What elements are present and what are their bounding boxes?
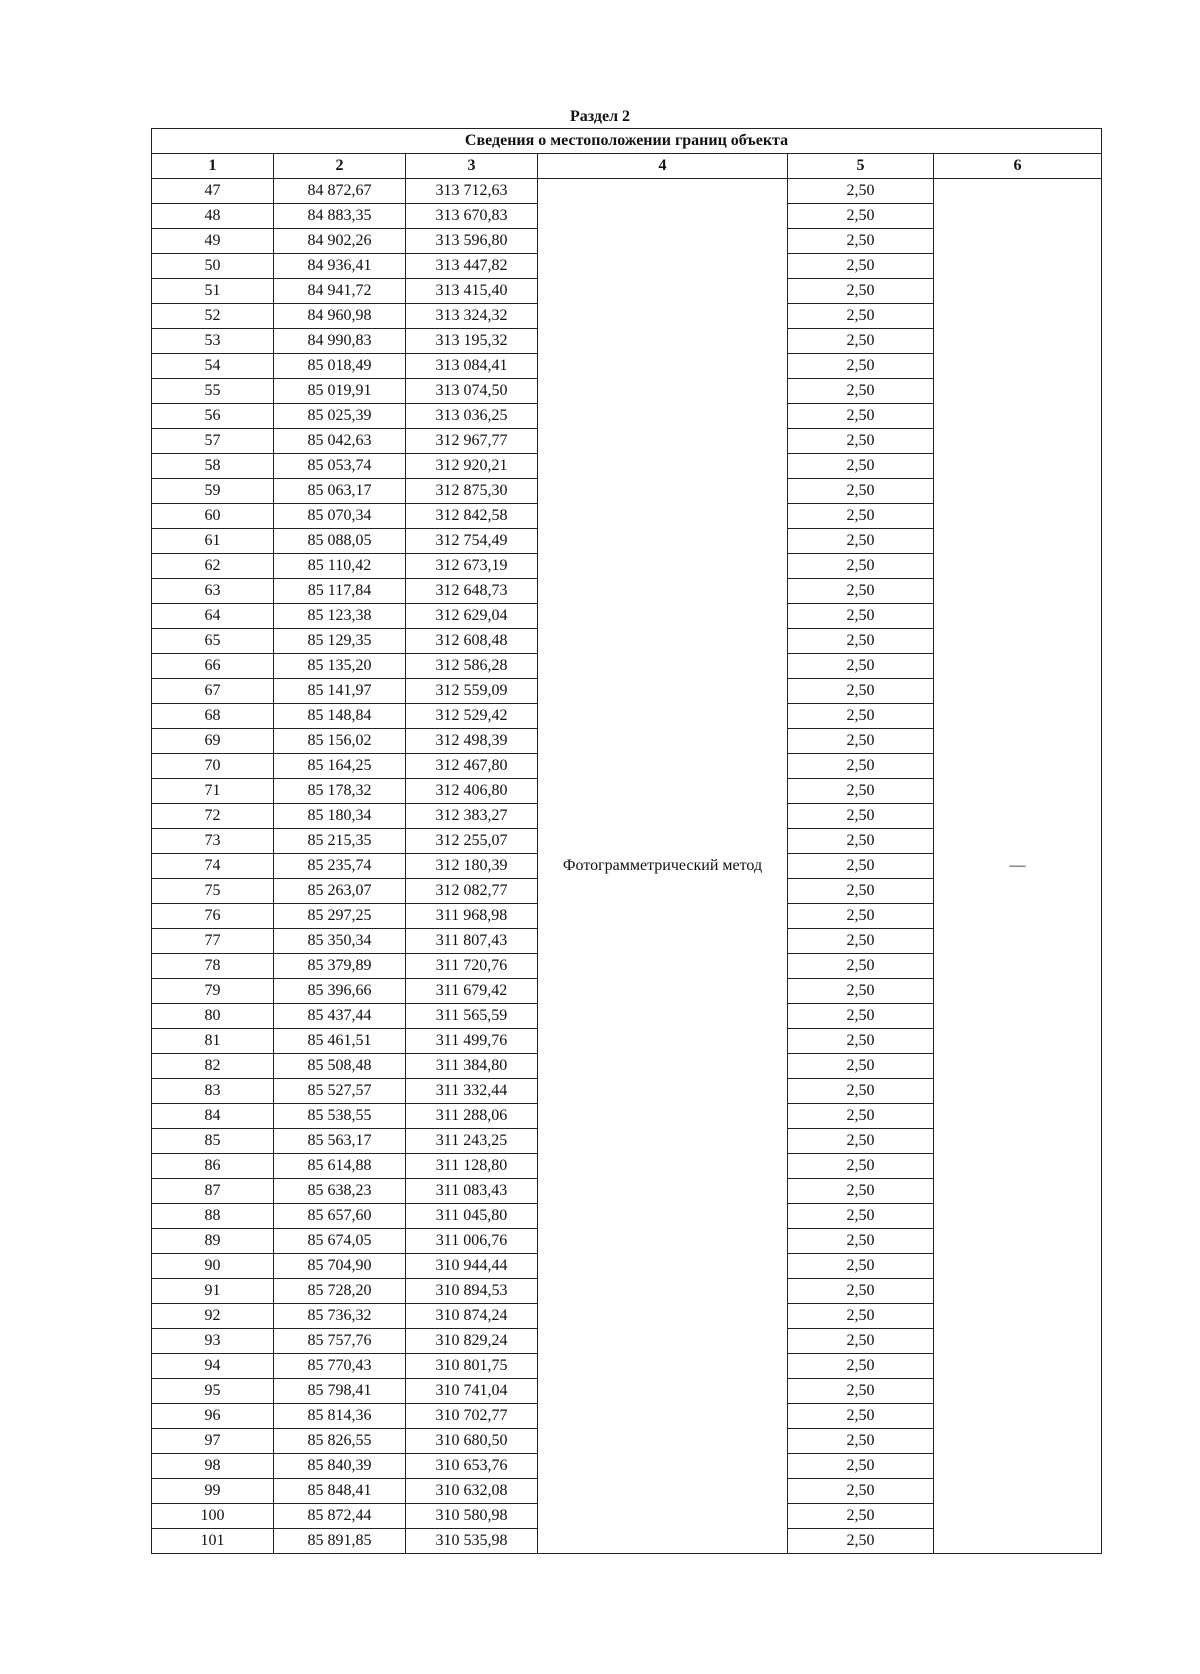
point-number-cell: 55 xyxy=(152,379,274,404)
point-number-cell: 61 xyxy=(152,529,274,554)
accuracy-cell: 2,50 xyxy=(788,479,934,504)
point-number-cell: 53 xyxy=(152,329,274,354)
accuracy-cell: 2,50 xyxy=(788,1279,934,1304)
point-number-cell: 62 xyxy=(152,554,274,579)
accuracy-cell: 2,50 xyxy=(788,179,934,204)
coordinate-y-cell: 312 406,80 xyxy=(406,779,538,804)
accuracy-cell: 2,50 xyxy=(788,754,934,779)
coordinate-x-cell: 85 461,51 xyxy=(274,1029,406,1054)
coordinate-y-cell: 311 499,76 xyxy=(406,1029,538,1054)
point-number-cell: 101 xyxy=(152,1529,274,1554)
coordinate-x-cell: 85 063,17 xyxy=(274,479,406,504)
coordinate-y-cell: 310 741,04 xyxy=(406,1379,538,1404)
point-number-cell: 68 xyxy=(152,704,274,729)
coordinate-x-cell: 85 110,42 xyxy=(274,554,406,579)
coordinate-x-cell: 85 141,97 xyxy=(274,679,406,704)
coordinate-y-cell: 313 074,50 xyxy=(406,379,538,404)
coordinate-x-cell: 85 350,34 xyxy=(274,929,406,954)
accuracy-cell: 2,50 xyxy=(788,354,934,379)
coordinate-y-cell: 312 875,30 xyxy=(406,479,538,504)
coordinate-x-cell: 85 164,25 xyxy=(274,754,406,779)
coordinate-x-cell: 85 614,88 xyxy=(274,1154,406,1179)
accuracy-cell: 2,50 xyxy=(788,1354,934,1379)
coordinate-y-cell: 311 045,80 xyxy=(406,1204,538,1229)
table-row xyxy=(152,179,1102,204)
column-header: 5 xyxy=(788,154,934,179)
accuracy-cell: 2,50 xyxy=(788,379,934,404)
coordinate-x-cell: 85 704,90 xyxy=(274,1254,406,1279)
coordinate-x-cell: 85 297,25 xyxy=(274,904,406,929)
point-number-cell: 73 xyxy=(152,829,274,854)
coordinate-y-cell: 310 680,50 xyxy=(406,1429,538,1454)
accuracy-cell: 2,50 xyxy=(788,1029,934,1054)
coordinate-y-cell: 311 288,06 xyxy=(406,1104,538,1129)
point-number-cell: 47 xyxy=(152,179,274,204)
point-number-cell: 64 xyxy=(152,604,274,629)
coordinate-x-cell: 85 527,57 xyxy=(274,1079,406,1104)
coordinate-y-cell: 311 243,25 xyxy=(406,1129,538,1154)
point-number-cell: 92 xyxy=(152,1304,274,1329)
coordinate-y-cell: 312 629,04 xyxy=(406,604,538,629)
coordinate-x-cell: 85 129,35 xyxy=(274,629,406,654)
coordinate-x-cell: 85 657,60 xyxy=(274,1204,406,1229)
point-number-cell: 59 xyxy=(152,479,274,504)
point-number-cell: 48 xyxy=(152,204,274,229)
point-number-cell: 66 xyxy=(152,654,274,679)
accuracy-cell: 2,50 xyxy=(788,1054,934,1079)
coordinate-x-cell: 84 902,26 xyxy=(274,229,406,254)
accuracy-cell: 2,50 xyxy=(788,1404,934,1429)
point-number-cell: 87 xyxy=(152,1179,274,1204)
coordinate-y-cell: 313 596,80 xyxy=(406,229,538,254)
point-number-cell: 81 xyxy=(152,1029,274,1054)
coordinate-y-cell: 312 383,27 xyxy=(406,804,538,829)
table-caption: Сведения о местоположении границ объекта xyxy=(152,129,1102,154)
accuracy-cell: 2,50 xyxy=(788,1254,934,1279)
coordinate-x-cell: 85 437,44 xyxy=(274,1004,406,1029)
accuracy-cell: 2,50 xyxy=(788,1304,934,1329)
point-number-cell: 98 xyxy=(152,1454,274,1479)
coordinate-y-cell: 312 082,77 xyxy=(406,879,538,904)
accuracy-cell: 2,50 xyxy=(788,604,934,629)
point-number-cell: 90 xyxy=(152,1254,274,1279)
coordinate-y-cell: 310 702,77 xyxy=(406,1404,538,1429)
coordinate-x-cell: 84 883,35 xyxy=(274,204,406,229)
coordinate-x-cell: 85 070,34 xyxy=(274,504,406,529)
coordinate-y-cell: 312 608,48 xyxy=(406,629,538,654)
point-number-cell: 91 xyxy=(152,1279,274,1304)
coordinate-y-cell: 310 580,98 xyxy=(406,1504,538,1529)
accuracy-cell: 2,50 xyxy=(788,279,934,304)
coordinate-y-cell: 311 006,76 xyxy=(406,1229,538,1254)
coordinate-y-cell: 312 529,42 xyxy=(406,704,538,729)
coordinate-y-cell: 310 653,76 xyxy=(406,1454,538,1479)
accuracy-cell: 2,50 xyxy=(788,829,934,854)
coordinate-x-cell: 85 770,43 xyxy=(274,1354,406,1379)
coordinate-x-cell: 85 148,84 xyxy=(274,704,406,729)
accuracy-cell: 2,50 xyxy=(788,1454,934,1479)
coordinate-x-cell: 85 178,32 xyxy=(274,779,406,804)
coordinate-x-cell: 85 840,39 xyxy=(274,1454,406,1479)
coordinate-x-cell: 84 936,41 xyxy=(274,254,406,279)
accuracy-cell: 2,50 xyxy=(788,1154,934,1179)
point-number-cell: 72 xyxy=(152,804,274,829)
accuracy-cell: 2,50 xyxy=(788,329,934,354)
point-number-cell: 60 xyxy=(152,504,274,529)
column-header: 2 xyxy=(274,154,406,179)
coordinate-y-cell: 312 920,21 xyxy=(406,454,538,479)
coordinate-x-cell: 85 728,20 xyxy=(274,1279,406,1304)
point-number-cell: 76 xyxy=(152,904,274,929)
coordinate-x-cell: 85 088,05 xyxy=(274,529,406,554)
coordinate-x-cell: 85 826,55 xyxy=(274,1429,406,1454)
accuracy-cell: 2,50 xyxy=(788,254,934,279)
point-number-cell: 56 xyxy=(152,404,274,429)
accuracy-cell: 2,50 xyxy=(788,1229,934,1254)
accuracy-cell: 2,50 xyxy=(788,554,934,579)
point-number-cell: 57 xyxy=(152,429,274,454)
coordinate-x-cell: 85 538,55 xyxy=(274,1104,406,1129)
coordinate-x-cell: 85 736,32 xyxy=(274,1304,406,1329)
coordinate-y-cell: 310 632,08 xyxy=(406,1479,538,1504)
accuracy-cell: 2,50 xyxy=(788,854,934,879)
coordinate-y-cell: 310 944,44 xyxy=(406,1254,538,1279)
column-header: 4 xyxy=(538,154,788,179)
accuracy-cell: 2,50 xyxy=(788,929,934,954)
description-cell: — xyxy=(934,179,1102,1554)
coordinate-y-cell: 310 535,98 xyxy=(406,1529,538,1554)
coordinate-y-cell: 312 467,80 xyxy=(406,754,538,779)
point-number-cell: 100 xyxy=(152,1504,274,1529)
table-body xyxy=(152,179,1102,1554)
point-number-cell: 71 xyxy=(152,779,274,804)
point-number-cell: 84 xyxy=(152,1104,274,1129)
coordinate-x-cell: 85 396,66 xyxy=(274,979,406,1004)
accuracy-cell: 2,50 xyxy=(788,904,934,929)
coordinate-y-cell: 312 586,28 xyxy=(406,654,538,679)
point-number-cell: 93 xyxy=(152,1329,274,1354)
coordinate-y-cell: 312 842,58 xyxy=(406,504,538,529)
coordinate-y-cell: 311 128,80 xyxy=(406,1154,538,1179)
point-number-cell: 69 xyxy=(152,729,274,754)
coordinate-x-cell: 85 042,63 xyxy=(274,429,406,454)
accuracy-cell: 2,50 xyxy=(788,629,934,654)
column-header: 6 xyxy=(934,154,1102,179)
accuracy-cell: 2,50 xyxy=(788,204,934,229)
coordinate-x-cell: 84 941,72 xyxy=(274,279,406,304)
point-number-cell: 94 xyxy=(152,1354,274,1379)
accuracy-cell: 2,50 xyxy=(788,1104,934,1129)
coordinate-x-cell: 85 891,85 xyxy=(274,1529,406,1554)
point-number-cell: 83 xyxy=(152,1079,274,1104)
accuracy-cell: 2,50 xyxy=(788,1504,934,1529)
coordinate-y-cell: 312 255,07 xyxy=(406,829,538,854)
accuracy-cell: 2,50 xyxy=(788,779,934,804)
coordinate-x-cell: 85 757,76 xyxy=(274,1329,406,1354)
method-cell: Фотограмметрический метод xyxy=(538,179,788,1554)
accuracy-cell: 2,50 xyxy=(788,1004,934,1029)
coordinate-x-cell: 85 018,49 xyxy=(274,354,406,379)
point-number-cell: 96 xyxy=(152,1404,274,1429)
coordinate-x-cell: 85 798,41 xyxy=(274,1379,406,1404)
coordinate-y-cell: 311 332,44 xyxy=(406,1079,538,1104)
point-number-cell: 80 xyxy=(152,1004,274,1029)
coordinate-y-cell: 312 498,39 xyxy=(406,729,538,754)
coordinate-y-cell: 313 084,41 xyxy=(406,354,538,379)
coordinate-y-cell: 313 415,40 xyxy=(406,279,538,304)
coordinate-y-cell: 310 894,53 xyxy=(406,1279,538,1304)
accuracy-cell: 2,50 xyxy=(788,1329,934,1354)
point-number-cell: 77 xyxy=(152,929,274,954)
accuracy-cell: 2,50 xyxy=(788,679,934,704)
coordinate-x-cell: 85 872,44 xyxy=(274,1504,406,1529)
point-number-cell: 75 xyxy=(152,879,274,904)
coordinate-x-cell: 85 508,48 xyxy=(274,1054,406,1079)
accuracy-cell: 2,50 xyxy=(788,1079,934,1104)
coordinate-y-cell: 313 195,32 xyxy=(406,329,538,354)
column-header: 1 xyxy=(152,154,274,179)
coordinate-x-cell: 85 215,35 xyxy=(274,829,406,854)
point-number-cell: 74 xyxy=(152,854,274,879)
point-number-cell: 49 xyxy=(152,229,274,254)
accuracy-cell: 2,50 xyxy=(788,429,934,454)
point-number-cell: 99 xyxy=(152,1479,274,1504)
coordinate-x-cell: 85 563,17 xyxy=(274,1129,406,1154)
accuracy-cell: 2,50 xyxy=(788,879,934,904)
coordinate-y-cell: 310 829,24 xyxy=(406,1329,538,1354)
coordinate-x-cell: 85 263,07 xyxy=(274,879,406,904)
coordinate-y-cell: 313 670,83 xyxy=(406,204,538,229)
coordinate-x-cell: 84 872,67 xyxy=(274,179,406,204)
point-number-cell: 70 xyxy=(152,754,274,779)
coordinate-y-cell: 313 036,25 xyxy=(406,404,538,429)
coordinate-x-cell: 85 180,34 xyxy=(274,804,406,829)
coordinate-x-cell: 84 990,83 xyxy=(274,329,406,354)
point-number-cell: 82 xyxy=(152,1054,274,1079)
coordinate-x-cell: 85 123,38 xyxy=(274,604,406,629)
coordinate-y-cell: 310 874,24 xyxy=(406,1304,538,1329)
coordinate-x-cell: 85 235,74 xyxy=(274,854,406,879)
point-number-cell: 65 xyxy=(152,629,274,654)
coordinate-x-cell: 85 674,05 xyxy=(274,1229,406,1254)
coordinate-y-cell: 311 083,43 xyxy=(406,1179,538,1204)
coordinate-x-cell: 85 053,74 xyxy=(274,454,406,479)
accuracy-cell: 2,50 xyxy=(788,304,934,329)
coordinate-y-cell: 310 801,75 xyxy=(406,1354,538,1379)
coordinate-x-cell: 85 814,36 xyxy=(274,1404,406,1429)
accuracy-cell: 2,50 xyxy=(788,454,934,479)
accuracy-cell: 2,50 xyxy=(788,654,934,679)
point-number-cell: 67 xyxy=(152,679,274,704)
section-title: Раздел 2 xyxy=(569,108,631,125)
accuracy-cell: 2,50 xyxy=(788,1379,934,1404)
accuracy-cell: 2,50 xyxy=(788,1429,934,1454)
point-number-cell: 86 xyxy=(152,1154,274,1179)
coordinate-x-cell: 85 117,84 xyxy=(274,579,406,604)
point-number-cell: 95 xyxy=(152,1379,274,1404)
coordinate-x-cell: 84 960,98 xyxy=(274,304,406,329)
accuracy-cell: 2,50 xyxy=(788,704,934,729)
coordinate-y-cell: 312 180,39 xyxy=(406,854,538,879)
coordinate-y-cell: 311 968,98 xyxy=(406,904,538,929)
coordinate-x-cell: 85 156,02 xyxy=(274,729,406,754)
coordinate-y-cell: 313 712,63 xyxy=(406,179,538,204)
accuracy-cell: 2,50 xyxy=(788,954,934,979)
point-number-cell: 85 xyxy=(152,1129,274,1154)
point-number-cell: 51 xyxy=(152,279,274,304)
accuracy-cell: 2,50 xyxy=(788,729,934,754)
accuracy-cell: 2,50 xyxy=(788,979,934,1004)
point-number-cell: 63 xyxy=(152,579,274,604)
point-number-cell: 79 xyxy=(152,979,274,1004)
coordinate-y-cell: 311 720,76 xyxy=(406,954,538,979)
point-number-cell: 88 xyxy=(152,1204,274,1229)
coordinate-x-cell: 85 638,23 xyxy=(274,1179,406,1204)
accuracy-cell: 2,50 xyxy=(788,504,934,529)
coordinate-y-cell: 313 447,82 xyxy=(406,254,538,279)
accuracy-cell: 2,50 xyxy=(788,1529,934,1554)
point-number-cell: 52 xyxy=(152,304,274,329)
point-number-cell: 54 xyxy=(152,354,274,379)
point-number-cell: 58 xyxy=(152,454,274,479)
boundary-table xyxy=(151,128,1102,1554)
point-number-cell: 78 xyxy=(152,954,274,979)
coordinate-x-cell: 85 379,89 xyxy=(274,954,406,979)
coordinate-y-cell: 311 565,59 xyxy=(406,1004,538,1029)
accuracy-cell: 2,50 xyxy=(788,1479,934,1504)
coordinate-y-cell: 312 648,73 xyxy=(406,579,538,604)
coordinate-y-cell: 312 967,77 xyxy=(406,429,538,454)
accuracy-cell: 2,50 xyxy=(788,404,934,429)
coordinate-y-cell: 312 559,09 xyxy=(406,679,538,704)
coordinate-x-cell: 85 019,91 xyxy=(274,379,406,404)
accuracy-cell: 2,50 xyxy=(788,1129,934,1154)
accuracy-cell: 2,50 xyxy=(788,229,934,254)
coordinate-y-cell: 311 679,42 xyxy=(406,979,538,1004)
point-number-cell: 50 xyxy=(152,254,274,279)
coordinate-y-cell: 311 807,43 xyxy=(406,929,538,954)
coordinate-y-cell: 312 754,49 xyxy=(406,529,538,554)
accuracy-cell: 2,50 xyxy=(788,1179,934,1204)
column-header: 3 xyxy=(406,154,538,179)
coordinate-x-cell: 85 135,20 xyxy=(274,654,406,679)
accuracy-cell: 2,50 xyxy=(788,579,934,604)
accuracy-cell: 2,50 xyxy=(788,1204,934,1229)
coordinate-y-cell: 313 324,32 xyxy=(406,304,538,329)
coordinate-x-cell: 85 848,41 xyxy=(274,1479,406,1504)
accuracy-cell: 2,50 xyxy=(788,804,934,829)
coordinate-y-cell: 312 673,19 xyxy=(406,554,538,579)
coordinate-y-cell: 311 384,80 xyxy=(406,1054,538,1079)
accuracy-cell: 2,50 xyxy=(788,529,934,554)
point-number-cell: 97 xyxy=(152,1429,274,1454)
point-number-cell: 89 xyxy=(152,1229,274,1254)
coordinate-x-cell: 85 025,39 xyxy=(274,404,406,429)
